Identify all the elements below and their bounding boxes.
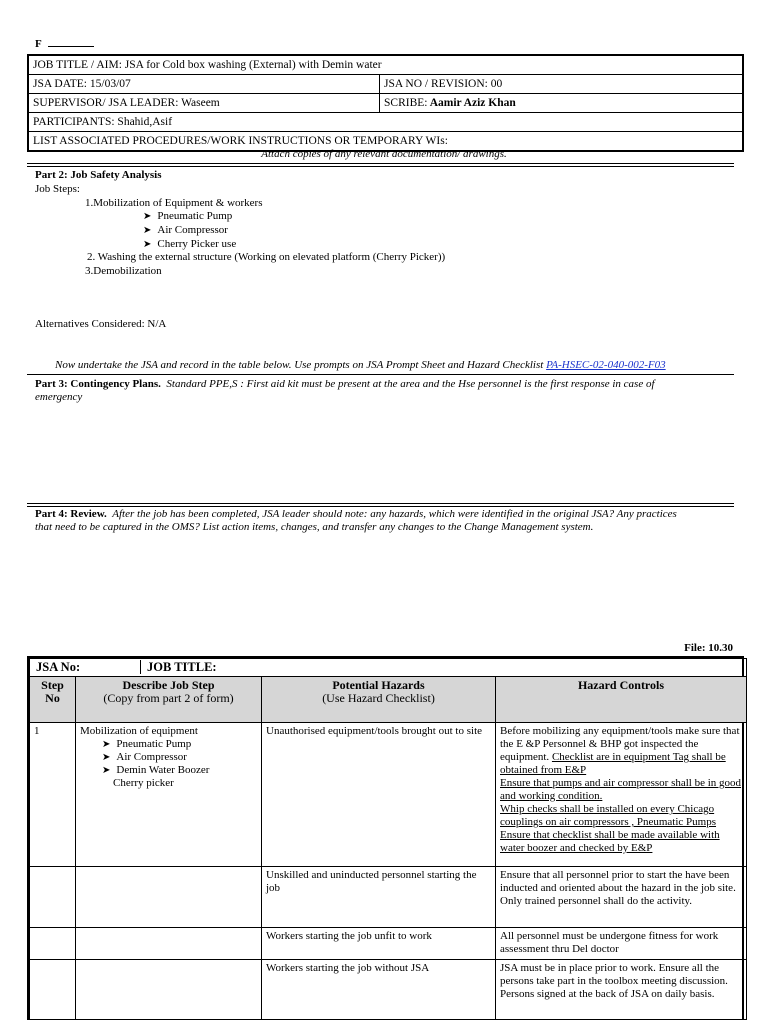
part3-line1: Part 3: Contingency Plans. Standard PPE,S : First aid kit must be present at the area and the Hse personnel is the first response in case of bbox=[35, 378, 655, 390]
jsa-no-label: JSA No: bbox=[36, 660, 81, 674]
jsa-no-cell bbox=[30, 659, 262, 677]
divider bbox=[27, 374, 734, 375]
col-hazards-header: Potential Hazards (Use Hazard Checklist) bbox=[262, 677, 496, 723]
arrow-bullet-icon: ➤ bbox=[143, 225, 152, 236]
table-row bbox=[30, 928, 747, 960]
step1-item: ➤ Air Compressor bbox=[143, 224, 228, 236]
list-item: ➤ Pneumatic Pump bbox=[102, 738, 192, 750]
step3: 3.Demobilization bbox=[85, 265, 162, 277]
participants-row bbox=[29, 113, 742, 132]
arrow-bullet-icon: ➤ bbox=[102, 752, 111, 763]
job-steps-label: Job Steps: bbox=[35, 183, 80, 195]
table-row bbox=[30, 960, 747, 1020]
step1-item: ➤ Pneumatic Pump bbox=[143, 210, 233, 222]
potential-hazard: Workers starting the job without JSA bbox=[262, 960, 496, 1020]
hazard-controls: All personnel must be undergone fitness for work assessment thru Del doctor bbox=[496, 928, 747, 960]
arrow-bullet-icon: ➤ bbox=[102, 765, 111, 776]
alternatives: Alternatives Considered: N/A bbox=[35, 318, 167, 330]
part3-line2: emergency bbox=[35, 391, 83, 403]
part4-line1: Part 4: Review. After the job has been completed, JSA leader should note: any hazards, which were identified in the original JSA? Any practices bbox=[35, 508, 677, 520]
checklist-link[interactable]: PA-HSEC-02-040-002-F03 bbox=[546, 359, 666, 371]
potential-hazard: Workers starting the job unfit to work bbox=[262, 928, 496, 960]
job-title: JOB TITLE / AIM: JSA for Cold box washing (External) with Demin water bbox=[33, 59, 382, 71]
step-no: 1 bbox=[30, 723, 76, 867]
participants: PARTICIPANTS: Shahid,Asif bbox=[33, 116, 173, 128]
hazard-controls: Before mobilizing any equipment/tools make sure that the E &P Personnel & BHP got inspected the equipment. Checklist are in equipment Tag shall be obtained from E&P Ensure that pumps and air compressor shall be in good and working condition. Whip checks shall be installed on every Chicago couplings on air compressors , Pneumatic Pumps Ensure that checklist shall be made available with water boozer and checked by E&P bbox=[496, 723, 747, 867]
arrow-bullet-icon: ➤ bbox=[102, 739, 111, 750]
jsa-no: JSA NO / REVISION: 00 bbox=[384, 78, 503, 90]
step1: 1.Mobilization of Equipment & workers bbox=[85, 197, 263, 209]
step1-item: ➤ Cherry Picker use bbox=[143, 238, 237, 250]
form-tag: F bbox=[35, 36, 94, 50]
job-title-label: JOB TITLE: bbox=[140, 660, 217, 674]
date-row bbox=[29, 75, 742, 94]
supervisor-row bbox=[29, 94, 742, 113]
divider bbox=[27, 503, 734, 507]
arrow-bullet-icon: ➤ bbox=[143, 239, 152, 250]
jsa-table bbox=[27, 656, 744, 1020]
part2-title: Part 2: Job Safety Analysis bbox=[35, 169, 162, 181]
step2: 2. Washing the external structure (Working on elevated platform (Cherry Picker)) bbox=[87, 251, 446, 263]
arrow-bullet-icon: ➤ bbox=[143, 211, 152, 222]
table-row bbox=[30, 867, 747, 928]
table-row bbox=[30, 723, 747, 867]
list-item: ➤ Air Compressor bbox=[102, 751, 187, 763]
header-table bbox=[27, 54, 744, 152]
part4-line2: that need to be captured in the OMS? List action items, changes, and transfer any changes to the Change Management system. bbox=[35, 521, 594, 533]
jsa-prompt: Now undertake the JSA and record in the table below. Use prompts on JSA Prompt Sheet and Hazard Checklist PA-HSEC-02-040-002-F03 bbox=[55, 359, 666, 371]
job-title-row bbox=[29, 56, 742, 75]
divider bbox=[27, 163, 734, 167]
describe-step: Mobilization of equipment ➤ Pneumatic Pump ➤ Air Compressor ➤ Demin Water Boozer Cherry picker bbox=[76, 723, 262, 867]
jsa-date: JSA DATE: 15/03/07 bbox=[33, 78, 131, 90]
jsa-table-top-row bbox=[30, 659, 747, 677]
procedures: LIST ASSOCIATED PROCEDURES/WORK INSTRUCTIONS OR TEMPORARY WIs: bbox=[33, 135, 448, 147]
scribe: SCRIBE: Aamir Aziz Khan bbox=[384, 97, 516, 109]
jsa-table-header bbox=[30, 677, 747, 723]
file-number: File: 10.30 bbox=[684, 642, 733, 654]
col-controls-header: Hazard Controls bbox=[496, 677, 747, 723]
col-step-header: Step No bbox=[30, 677, 76, 723]
supervisor: SUPERVISOR/ JSA LEADER: Waseem bbox=[33, 97, 220, 109]
hazard-controls: JSA must be in place prior to work. Ensure all the persons take part in the toolbox meeting discussion. Persons signed at the back of JSA on daily basis. bbox=[496, 960, 747, 1020]
attach-note: Attach copies of any relevant documentation/ drawings. bbox=[261, 148, 507, 160]
hazard-controls: Ensure that all personnel prior to start the have been inducted and oriented about the hazard in the job site. Only trained personnel shall do the activity. bbox=[496, 867, 747, 928]
col-describe-header: Describe Job Step (Copy from part 2 of form) bbox=[76, 677, 262, 723]
list-item: ➤ Demin Water Boozer bbox=[102, 764, 210, 776]
potential-hazard: Unauthorised equipment/tools brought out to site bbox=[262, 723, 496, 867]
potential-hazard: Unskilled and uninducted personnel starting the job bbox=[262, 867, 496, 928]
